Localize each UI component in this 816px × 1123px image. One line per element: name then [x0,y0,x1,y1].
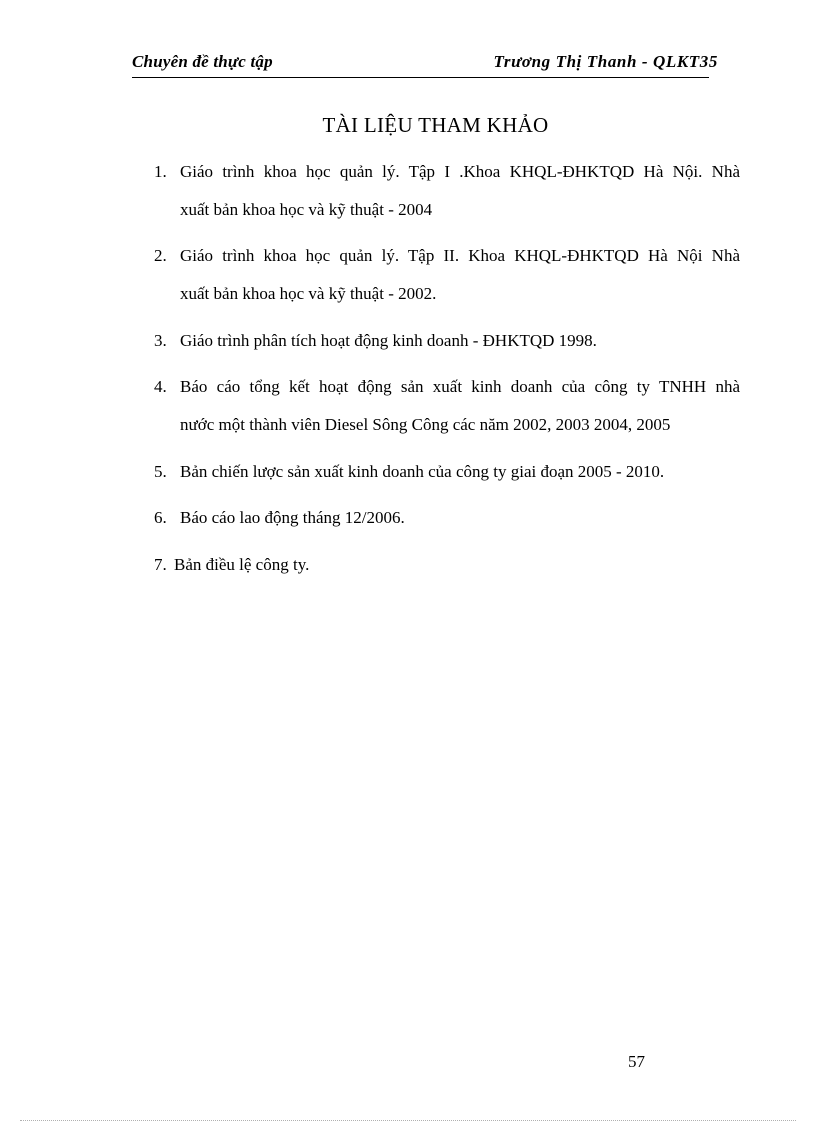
reference-line: Giáo trình phân tích hoạt động kinh doanh - ĐHKTQD 1998. [180,331,597,350]
reference-number: 3. [154,331,167,350]
page-number: 57 [628,1052,645,1071]
reference-number: 4. [154,377,167,396]
header-left-text: Chuyên đề thực tập [132,52,273,71]
reference-text [180,453,740,491]
reference-line: Bản điều lệ công ty. [174,555,310,574]
reference-number: 2. [154,246,167,265]
reference-text [180,322,740,360]
reference-line: Giáo trình khoa học quản lý. Tập II. Khoa KHQL-ĐHKTQD Hà Nội Nhà [180,246,740,265]
reference-text [180,153,740,229]
reference-number: 7. [154,555,167,574]
reference-line: xuất bản khoa học và kỹ thuật - 2004 [180,200,433,219]
reference-line: Giáo trình khoa học quản lý. Tập I .Khoa KHQL-ĐHKTQD Hà Nội. Nhà [180,162,740,181]
reference-line: nước một thành viên Diesel Sông Công các năm 2002, 2003 2004, 2005 [180,415,671,434]
header-divider [132,77,709,78]
reference-number: 1. [154,162,167,181]
reference-number: 6. [154,508,167,527]
reference-number: 5. [154,462,167,481]
reference-text [180,237,740,313]
page-title: TÀI LIỆU THAM KHẢO [322,113,549,137]
running-header [132,52,718,76]
header-right-text: Trương Thị Thanh - QLKT35 [493,52,718,71]
reference-line: Bản chiến lược sản xuất kinh doanh của công ty giai đoạn 2005 - 2010. [180,462,665,481]
reference-line: xuất bản khoa học và kỹ thuật - 2002. [180,284,437,303]
page-bottom-divider [20,1120,796,1121]
reference-line: Báo cáo lao động tháng 12/2006. [180,508,405,527]
reference-text [174,546,734,584]
reference-line: Báo cáo tổng kết hoạt động sản xuất kinh doanh của công ty TNHH nhà [180,377,740,396]
reference-text [180,499,740,537]
reference-text [180,368,740,444]
